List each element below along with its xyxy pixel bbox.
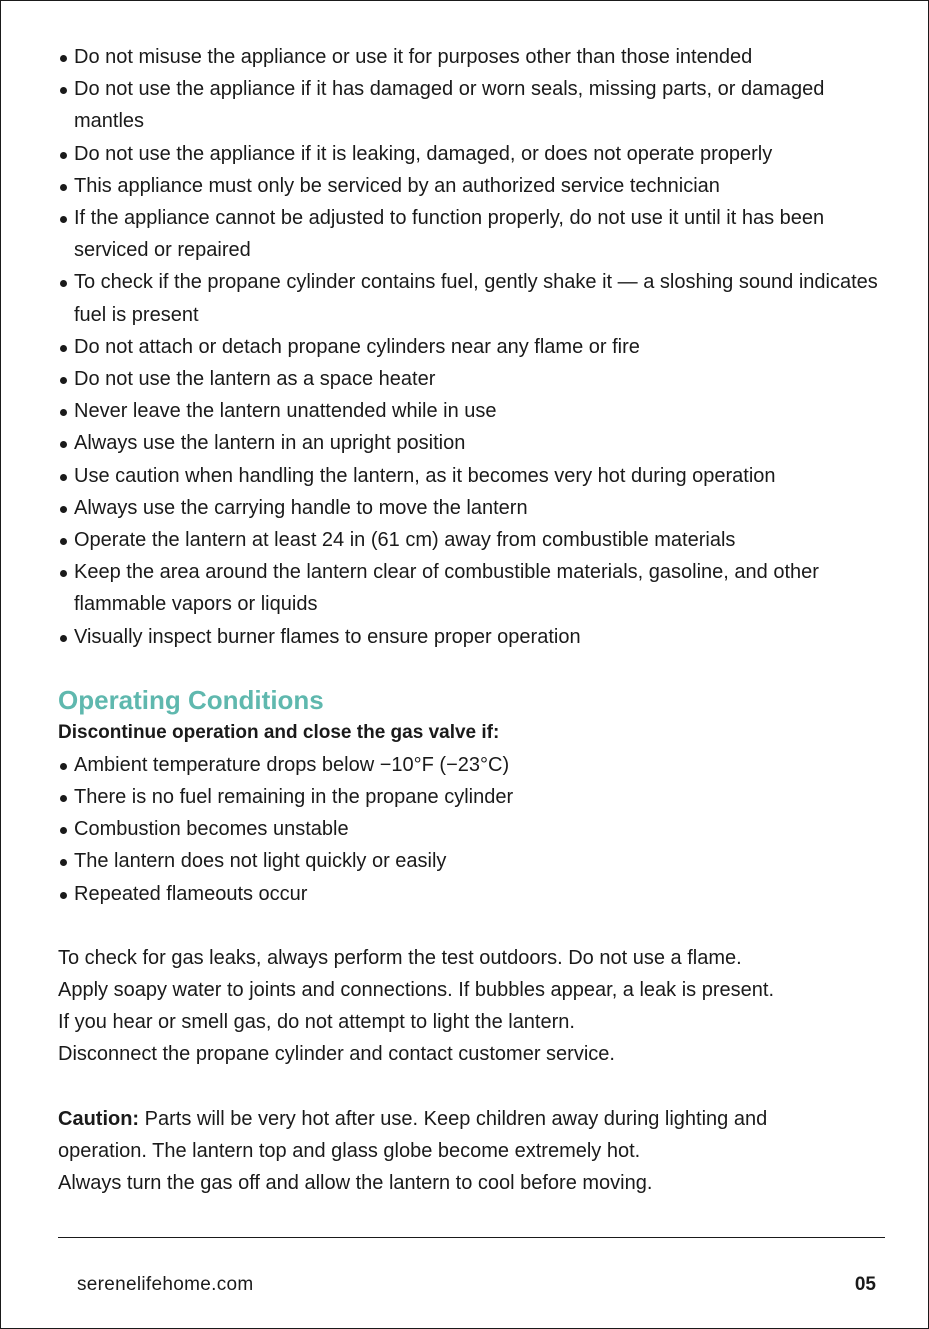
gas-leak-paragraph bbox=[58, 942, 888, 1071]
list-item: Do not misuse the appliance or use it for purposes other than those intended bbox=[58, 41, 888, 73]
operating-conditions-list bbox=[58, 749, 888, 910]
list-item: The lantern does not light quickly or easily bbox=[58, 845, 888, 877]
paragraph-line: Always turn the gas off and allow the lantern to cool before moving. bbox=[58, 1172, 653, 1195]
paragraph-line: If you hear or smell gas, do not attempt to light the lantern. bbox=[58, 1011, 575, 1034]
list-item: Always use the carrying handle to move the lantern bbox=[58, 492, 888, 524]
list-item: To check if the propane cylinder contains fuel, gently shake it — a sloshing sound indicates fuel is present bbox=[58, 266, 888, 330]
paragraph-line: Disconnect the propane cylinder and contact customer service. bbox=[58, 1043, 615, 1066]
footer-website: serenelifehome.com bbox=[77, 1274, 254, 1295]
list-item: Keep the area around the lantern clear of combustible materials, gasoline, and other flammable vapors or liquids bbox=[58, 556, 888, 620]
list-item: If the appliance cannot be adjusted to function properly, do not use it until it has been serviced or repaired bbox=[58, 202, 888, 266]
list-item: Operate the lantern at least 24 in (61 cm) away from combustible materials bbox=[58, 524, 888, 556]
paragraph-line bbox=[58, 1103, 888, 1135]
caution-paragraph bbox=[58, 1103, 888, 1200]
list-item: Ambient temperature drops below −10°F (−23°C) bbox=[58, 749, 888, 781]
list-item: There is no fuel remaining in the propane cylinder bbox=[58, 781, 888, 813]
list-item: Do not use the appliance if it has damaged or worn seals, missing parts, or damaged mantles bbox=[58, 73, 888, 137]
paragraph-line: To check for gas leaks, always perform the test outdoors. Do not use a flame. bbox=[58, 946, 742, 969]
footer-divider bbox=[58, 1237, 885, 1238]
list-item: Always use the lantern in an upright position bbox=[58, 427, 888, 459]
list-item: Repeated flameouts occur bbox=[58, 878, 888, 910]
paragraph-line: Apply soapy water to joints and connections. If bubbles appear, a leak is present. bbox=[58, 979, 774, 1002]
list-item: Combustion becomes unstable bbox=[58, 813, 888, 845]
list-item: Never leave the lantern unattended while in use bbox=[58, 395, 888, 427]
caution-text: Parts will be very hot after use. Keep children away during lighting and bbox=[139, 1107, 768, 1130]
list-item: Do not use the appliance if it is leaking, damaged, or does not operate properly bbox=[58, 138, 888, 170]
caution-label: Caution: bbox=[58, 1107, 140, 1130]
section-title-operating-conditions: Operating Conditions bbox=[58, 684, 324, 715]
page-content bbox=[58, 41, 888, 1199]
list-item: Use caution when handling the lantern, as it becomes very hot during operation bbox=[58, 460, 888, 492]
list-item: This appliance must only be serviced by an authorized service technician bbox=[58, 170, 888, 202]
list-item: Do not use the lantern as a space heater bbox=[58, 363, 888, 395]
discontinue-subheading: Discontinue operation and close the gas valve if: bbox=[58, 721, 500, 743]
list-item: Do not attach or detach propane cylinders near any flame or fire bbox=[58, 331, 888, 363]
safety-list bbox=[58, 41, 888, 653]
list-item: Visually inspect burner flames to ensure proper operation bbox=[58, 621, 888, 653]
page-number: 05 bbox=[854, 1274, 876, 1295]
paragraph-line: operation. The lantern top and glass globe become extremely hot. bbox=[58, 1139, 641, 1162]
